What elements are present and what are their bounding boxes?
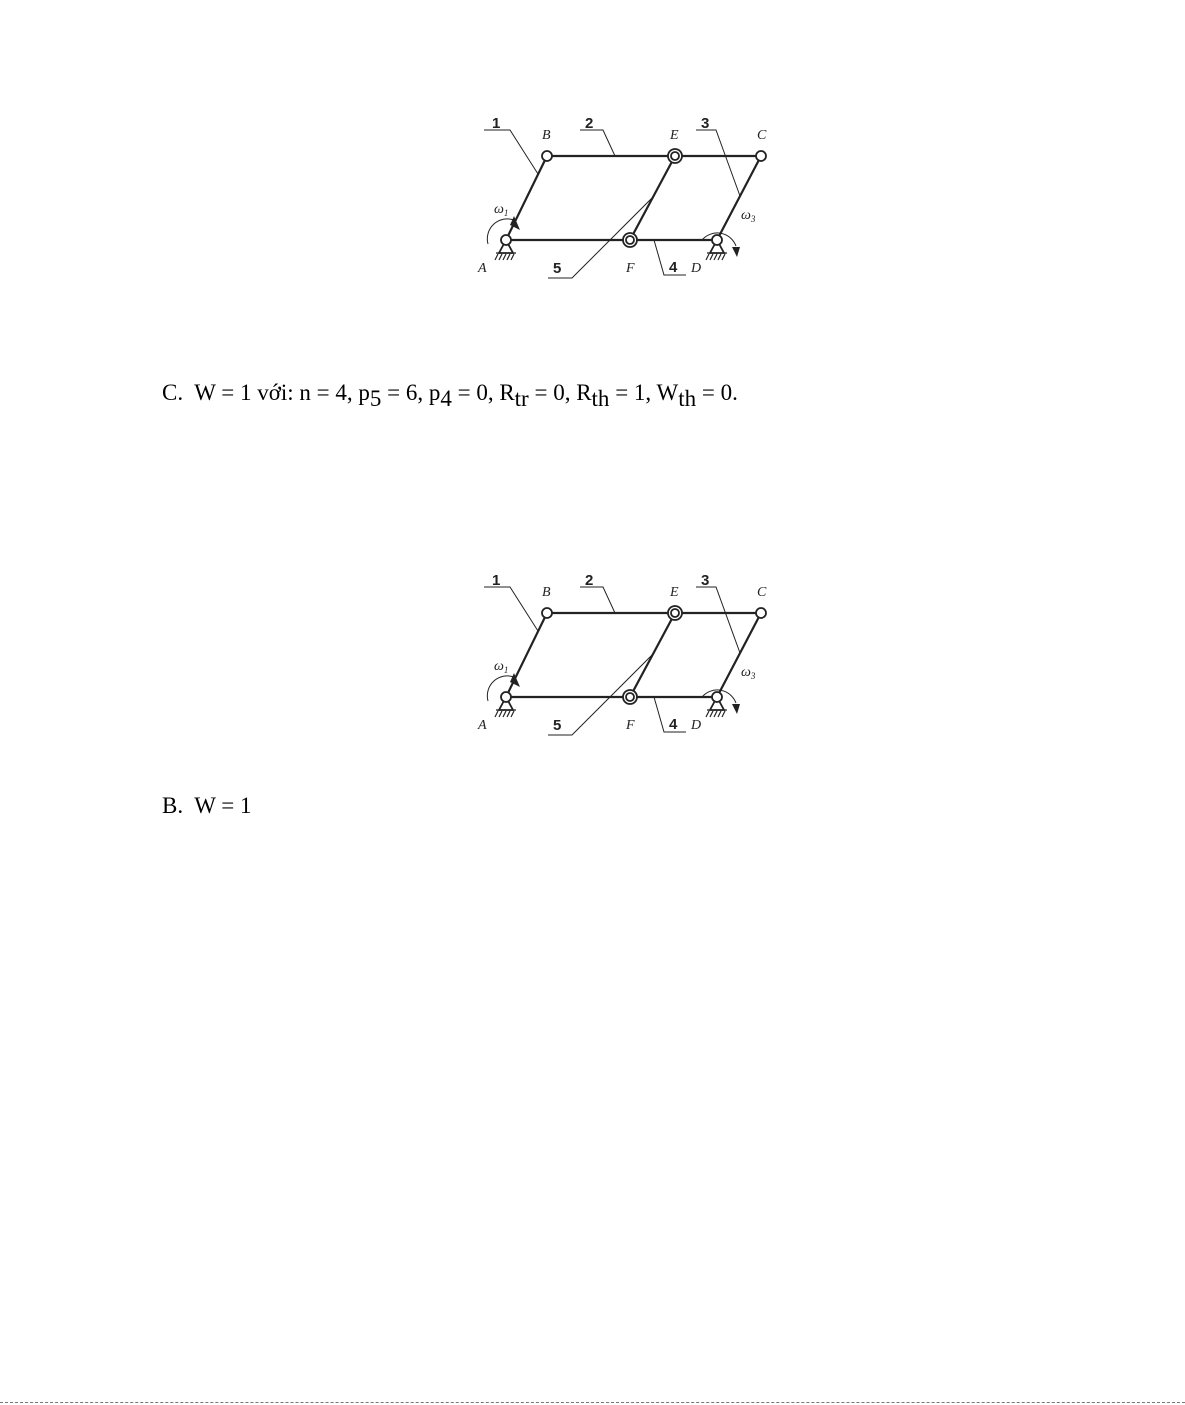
link-5: [630, 156, 675, 240]
link-label-3: 3: [701, 115, 710, 132]
option-letter: C.: [162, 380, 184, 405]
mechanism-svg: [470, 112, 790, 282]
label-b: B: [542, 128, 551, 143]
mechanism-diagram-2: [470, 569, 790, 739]
leader-3: [696, 587, 740, 653]
link-label-2: 2: [585, 115, 594, 132]
link-label-1: 1: [492, 115, 501, 132]
label-b: B: [542, 585, 551, 600]
link-5: [630, 613, 675, 697]
leader-2: [580, 130, 615, 156]
link-label-5: 5: [553, 260, 562, 277]
link-label-5: 5: [553, 717, 562, 734]
label-omega1: $\omega_1$: [494, 659, 509, 675]
joint-c: [756, 151, 766, 161]
link-label-1: 1: [492, 572, 501, 589]
joint-e-inner: [671, 609, 679, 617]
label-d: D: [691, 718, 702, 733]
joint-e-inner: [671, 152, 679, 160]
link-label-2: 2: [585, 572, 594, 589]
link-label-4: 4: [669, 716, 678, 733]
answer-option-b: [162, 792, 251, 820]
mechanism-svg: [470, 569, 790, 739]
label-e: E: [670, 128, 679, 143]
option-letter: B.: [162, 793, 184, 818]
leader-1: [484, 130, 538, 174]
link-3: [717, 156, 761, 240]
omega3-arrowhead: [732, 704, 740, 714]
answer-text: W = 1: [194, 793, 252, 818]
label-c: C: [757, 585, 767, 600]
answer-option-c: [162, 379, 738, 411]
link-3: [717, 613, 761, 697]
joint-d: [712, 235, 722, 245]
link-label-4: 4: [669, 259, 678, 276]
label-a: A: [478, 718, 487, 733]
leader-1: [484, 587, 538, 631]
leader-2: [580, 587, 615, 613]
answer-text: W = 1 với: n = 4, $p_5 = 6$, $p_4 = 0$, $R_{tr} = 0$, $R_{th} = 1$, $W_{th} = 0$.: [194, 380, 738, 411]
omega3-arrowhead: [732, 247, 740, 257]
link-label-3: 3: [701, 572, 710, 589]
joint-b: [542, 608, 552, 618]
label-d: D: [691, 261, 702, 276]
joint-d: [712, 692, 722, 702]
label-f: F: [626, 261, 635, 276]
joint-b: [542, 151, 552, 161]
page-bottom-rule: [0, 1402, 1185, 1403]
label-omega1: $\omega_1$: [494, 202, 509, 218]
joint-a: [501, 235, 511, 245]
leader-3: [696, 130, 740, 196]
joint-f-inner: [626, 693, 634, 701]
label-f: F: [626, 718, 635, 733]
label-omega3: $\omega_3$: [741, 208, 756, 224]
joint-a: [501, 692, 511, 702]
link-1: [506, 156, 547, 240]
label-omega3: $\omega_3$: [741, 665, 756, 681]
joint-f-inner: [626, 236, 634, 244]
link-1: [506, 613, 547, 697]
label-e: E: [670, 585, 679, 600]
joint-c: [756, 608, 766, 618]
label-a: A: [478, 261, 487, 276]
label-c: C: [757, 128, 767, 143]
mechanism-diagram-1: [470, 112, 790, 282]
